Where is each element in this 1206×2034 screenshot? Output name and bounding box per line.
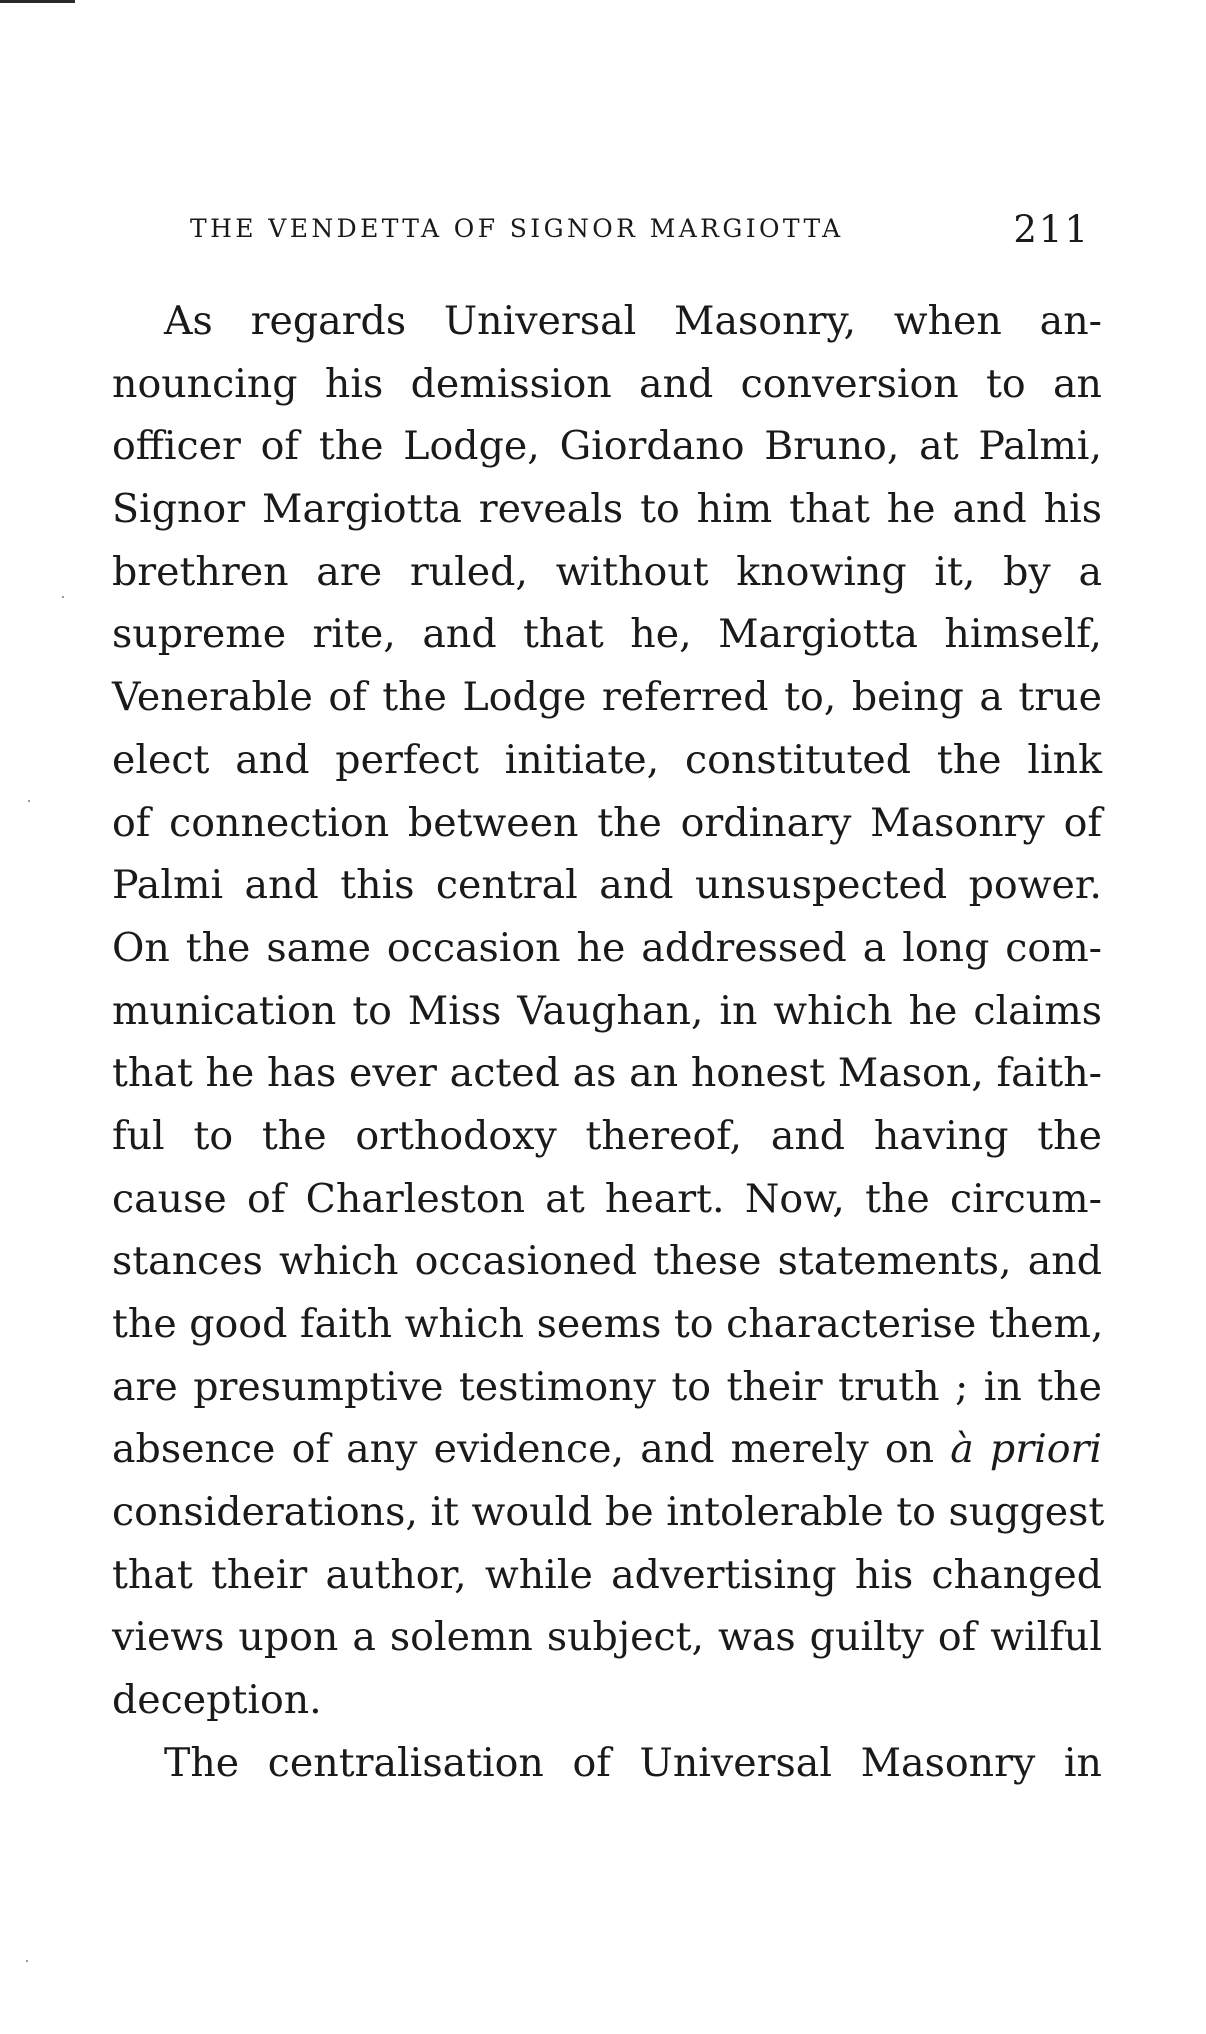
text-line: elect and perfect initiate, constituted the link: [112, 736, 1102, 783]
text-line: deception.: [112, 1677, 322, 1724]
paragraph-2: [112, 1732, 1102, 1795]
text-line: brethren are ruled, without knowing it, by a: [112, 548, 1102, 595]
paragraph-1: [112, 290, 1105, 1732]
text-line: are presumptive testimony to their truth ; in the: [112, 1363, 1102, 1410]
text-line: Palmi and this central and unsuspected power.: [112, 862, 1102, 909]
text-line: stances which occasioned these statements, and: [112, 1238, 1102, 1285]
page-number: 211: [1013, 208, 1090, 251]
text-line: cause of Charleston at heart. Now, the circum-: [112, 1175, 1102, 1222]
italic-phrase: à priori: [950, 1426, 1102, 1473]
scan-speck: [28, 800, 30, 802]
scan-corner-mark: [0, 0, 75, 3]
running-head: [190, 208, 1090, 252]
text-line: nouncing his demission and conversion to an: [112, 360, 1102, 407]
body-text: [112, 290, 1105, 1795]
text-line: officer of the Lodge, Giordano Bruno, at Palmi,: [112, 423, 1102, 470]
text-line: that their author, while advertising his changed: [112, 1551, 1102, 1598]
text-line: On the same occasion he addressed a long com-: [112, 924, 1102, 971]
text-line: views upon a solemn subject, was guilty of wilful: [112, 1614, 1102, 1661]
text-line: ful to the orthodoxy thereof, and having the: [112, 1112, 1102, 1159]
text-line: considerations, it would be intolerable to suggest: [112, 1489, 1105, 1536]
text-line: The centralisation of Universal Masonry in: [164, 1739, 1102, 1786]
text-line: Signor Margiotta reveals to him that he and his: [112, 486, 1102, 533]
scan-speck: [62, 596, 64, 598]
text-fragment: absence of any evidence, and merely on: [112, 1426, 935, 1473]
text-line: As regards Universal Masonry, when an-: [164, 298, 1102, 344]
text-line: that he has ever acted as an honest Mason, faith-: [112, 1050, 1102, 1097]
text-line-with-italic: [112, 1418, 1102, 1481]
text-line: munication to Miss Vaughan, in which he claims: [112, 987, 1102, 1034]
text-line: supreme rite, and that he, Margiotta himself,: [112, 611, 1102, 658]
text-line: Venerable of the Lodge referred to, being a true: [112, 674, 1102, 721]
scan-speck: [26, 1960, 28, 1962]
text-line: the good faith which seems to characterise them,: [112, 1301, 1104, 1347]
text-line: of connection between the ordinary Masonry of: [112, 799, 1102, 846]
running-title: THE VENDETTA OF SIGNOR MARGIOTTA: [190, 214, 844, 243]
